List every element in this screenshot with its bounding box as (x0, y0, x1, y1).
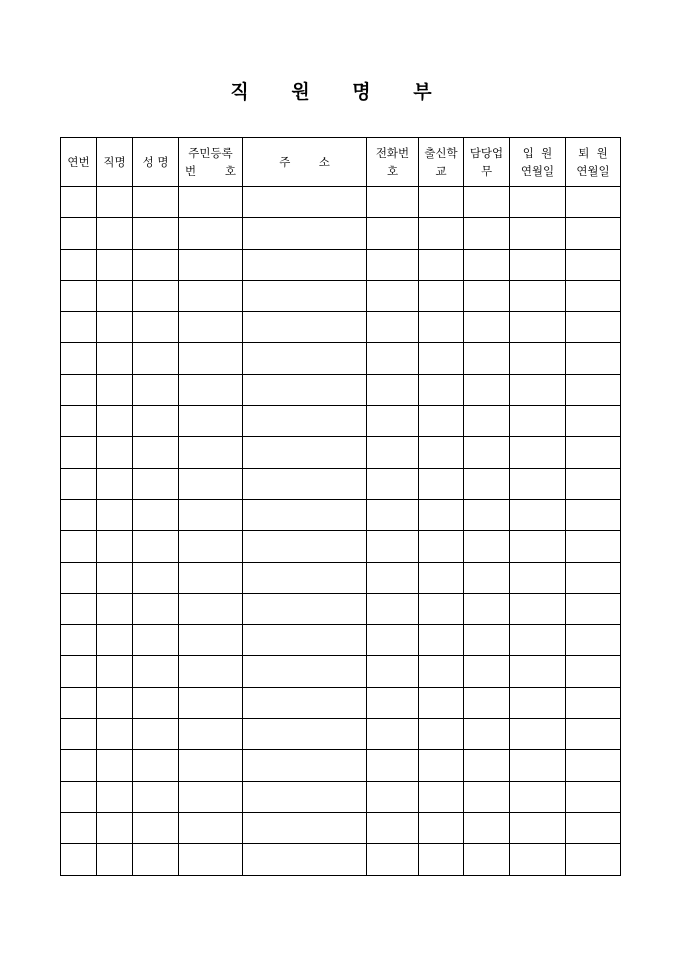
table-row (61, 312, 621, 343)
table-cell-address[interactable] (243, 531, 367, 562)
table-cell-leave-date[interactable] (566, 656, 621, 687)
table-cell-join-date[interactable] (510, 562, 566, 593)
table-cell-school[interactable] (419, 343, 464, 374)
table-row (61, 374, 621, 405)
table-cell-position[interactable] (97, 406, 133, 437)
header-duty-line1: 담당업 (469, 146, 504, 160)
table-cell-duty[interactable] (464, 593, 510, 624)
table-cell-position[interactable] (97, 343, 133, 374)
table-cell-school[interactable] (419, 406, 464, 437)
table-cell-resident-no[interactable] (179, 499, 243, 530)
header-join-date-line1: 입 원 (522, 146, 553, 160)
table-cell-school[interactable] (419, 687, 464, 718)
table-row (61, 531, 621, 562)
table-cell-join-date[interactable] (510, 249, 566, 280)
table-row (61, 406, 621, 437)
header-resident-no-line2a: 번 (185, 164, 197, 178)
table-cell-leave-date[interactable] (566, 437, 621, 468)
table-cell-leave-date[interactable] (566, 280, 621, 311)
table-cell-join-date[interactable] (510, 312, 566, 343)
header-leave-date (566, 138, 621, 187)
table-row (61, 499, 621, 530)
table-cell-duty[interactable] (464, 218, 510, 249)
table-cell-join-date[interactable] (510, 280, 566, 311)
table-cell-resident-no[interactable] (179, 187, 243, 218)
table-cell-seq[interactable] (61, 468, 97, 499)
table-row (61, 656, 621, 687)
table-cell-seq[interactable] (61, 656, 97, 687)
table-cell-resident-no[interactable] (179, 280, 243, 311)
table-row (61, 249, 621, 280)
table-cell-seq[interactable] (61, 280, 97, 311)
table-cell-phone[interactable] (367, 593, 419, 624)
table-cell-position[interactable] (97, 844, 133, 875)
table-cell-position[interactable] (97, 687, 133, 718)
table-cell-position[interactable] (97, 218, 133, 249)
table-cell-resident-no[interactable] (179, 562, 243, 593)
table-cell-address[interactable] (243, 218, 367, 249)
table-cell-phone[interactable] (367, 656, 419, 687)
table-row (61, 218, 621, 249)
table-cell-join-date[interactable] (510, 625, 566, 656)
table-cell-seq[interactable] (61, 374, 97, 405)
table-cell-name[interactable] (133, 812, 179, 843)
table-cell-address[interactable] (243, 374, 367, 405)
table-cell-join-date[interactable] (510, 656, 566, 687)
table-cell-seq[interactable] (61, 625, 97, 656)
table-cell-leave-date[interactable] (566, 812, 621, 843)
table-cell-duty[interactable] (464, 343, 510, 374)
table-cell-seq[interactable] (61, 781, 97, 812)
table-cell-position[interactable] (97, 312, 133, 343)
header-phone-line2: 호 (386, 164, 399, 178)
table-cell-name[interactable] (133, 187, 179, 218)
header-duty-line2: 무 (480, 164, 493, 178)
table-cell-school[interactable] (419, 312, 464, 343)
table-cell-address[interactable] (243, 812, 367, 843)
table-cell-name[interactable] (133, 593, 179, 624)
table-cell-leave-date[interactable] (566, 468, 621, 499)
table-cell-leave-date[interactable] (566, 531, 621, 562)
header-seq-label: 연번 (67, 155, 90, 169)
table-cell-join-date[interactable] (510, 781, 566, 812)
table-row (61, 437, 621, 468)
table-cell-school[interactable] (419, 625, 464, 656)
table-cell-join-date[interactable] (510, 812, 566, 843)
table-cell-duty[interactable] (464, 468, 510, 499)
table-cell-join-date[interactable] (510, 750, 566, 781)
table-cell-phone[interactable] (367, 468, 419, 499)
table-cell-phone[interactable] (367, 499, 419, 530)
table-cell-school[interactable] (419, 468, 464, 499)
table-cell-school[interactable] (419, 656, 464, 687)
table-cell-resident-no[interactable] (179, 750, 243, 781)
table-cell-seq[interactable] (61, 187, 97, 218)
table-cell-duty[interactable] (464, 656, 510, 687)
table-cell-duty[interactable] (464, 750, 510, 781)
table-cell-resident-no[interactable] (179, 249, 243, 280)
table-cell-address[interactable] (243, 187, 367, 218)
table-row (61, 343, 621, 374)
table-cell-school[interactable] (419, 562, 464, 593)
table-cell-position[interactable] (97, 750, 133, 781)
table-cell-position[interactable] (97, 249, 133, 280)
table-cell-seq[interactable] (61, 562, 97, 593)
page-title: 직 원 명 부 (230, 81, 450, 103)
header-school-line1: 출신학 (424, 146, 458, 160)
header-resident-no-line1: 주민등록 (188, 146, 233, 160)
table-cell-address[interactable] (243, 343, 367, 374)
table-cell-school[interactable] (419, 781, 464, 812)
table-cell-position[interactable] (97, 562, 133, 593)
table-cell-join-date[interactable] (510, 374, 566, 405)
table-cell-seq[interactable] (61, 312, 97, 343)
table-cell-seq[interactable] (61, 499, 97, 530)
table-cell-school[interactable] (419, 249, 464, 280)
table-cell-school[interactable] (419, 593, 464, 624)
header-school-line2: 교 (435, 164, 447, 178)
header-name-label: 성 명 (142, 155, 169, 169)
table-cell-phone[interactable] (367, 374, 419, 405)
table-cell-name[interactable] (133, 625, 179, 656)
table-cell-resident-no[interactable] (179, 468, 243, 499)
table-cell-address[interactable] (243, 719, 367, 750)
table-cell-school[interactable] (419, 187, 464, 218)
table-cell-name[interactable] (133, 280, 179, 311)
table-cell-name[interactable] (133, 437, 179, 468)
table-row (61, 719, 621, 750)
table-cell-name[interactable] (133, 468, 179, 499)
table-cell-address[interactable] (243, 593, 367, 624)
table-row (61, 781, 621, 812)
table-cell-seq[interactable] (61, 593, 97, 624)
table-cell-join-date[interactable] (510, 437, 566, 468)
table-cell-address[interactable] (243, 750, 367, 781)
table-cell-phone[interactable] (367, 343, 419, 374)
table-cell-resident-no[interactable] (179, 812, 243, 843)
table-cell-name[interactable] (133, 218, 179, 249)
table-cell-position[interactable] (97, 280, 133, 311)
table-row (61, 625, 621, 656)
header-seq (61, 138, 97, 187)
table-cell-resident-no[interactable] (179, 437, 243, 468)
table-cell-phone[interactable] (367, 406, 419, 437)
table-cell-leave-date[interactable] (566, 687, 621, 718)
table-cell-leave-date[interactable] (566, 781, 621, 812)
table-cell-phone[interactable] (367, 719, 419, 750)
header-address-line1a: 주 (279, 155, 291, 169)
table-cell-address[interactable] (243, 687, 367, 718)
table-cell-leave-date[interactable] (566, 562, 621, 593)
header-position (97, 138, 133, 187)
employee-roster-table (60, 137, 621, 876)
table-cell-duty[interactable] (464, 499, 510, 530)
table-cell-school[interactable] (419, 750, 464, 781)
table-cell-duty[interactable] (464, 719, 510, 750)
table-cell-join-date[interactable] (510, 687, 566, 718)
table-cell-leave-date[interactable] (566, 750, 621, 781)
table-cell-address[interactable] (243, 844, 367, 875)
table-cell-phone[interactable] (367, 249, 419, 280)
table-cell-leave-date[interactable] (566, 719, 621, 750)
table-cell-resident-no[interactable] (179, 593, 243, 624)
table-cell-leave-date[interactable] (566, 406, 621, 437)
table-cell-join-date[interactable] (510, 719, 566, 750)
table-cell-duty[interactable] (464, 312, 510, 343)
table-cell-address[interactable] (243, 562, 367, 593)
table-cell-duty[interactable] (464, 687, 510, 718)
table-cell-name[interactable] (133, 781, 179, 812)
header-phone (367, 138, 419, 187)
table-cell-phone[interactable] (367, 187, 419, 218)
table-cell-join-date[interactable] (510, 468, 566, 499)
table-cell-school[interactable] (419, 218, 464, 249)
table-row (61, 468, 621, 499)
table-row (61, 280, 621, 311)
table-cell-address[interactable] (243, 406, 367, 437)
table-cell-name[interactable] (133, 249, 179, 280)
table-cell-position[interactable] (97, 781, 133, 812)
table-cell-seq[interactable] (61, 249, 97, 280)
table-cell-resident-no[interactable] (179, 656, 243, 687)
table-cell-leave-date[interactable] (566, 844, 621, 875)
table-cell-seq[interactable] (61, 687, 97, 718)
table-cell-duty[interactable] (464, 531, 510, 562)
table-cell-phone[interactable] (367, 781, 419, 812)
table-cell-resident-no[interactable] (179, 312, 243, 343)
table-cell-position[interactable] (97, 656, 133, 687)
header-school (419, 138, 464, 187)
table-cell-seq[interactable] (61, 812, 97, 843)
table-row (61, 812, 621, 843)
table-cell-resident-no[interactable] (179, 719, 243, 750)
header-address-line1b: 소 (318, 155, 330, 169)
table-cell-name[interactable] (133, 312, 179, 343)
table-cell-position[interactable] (97, 187, 133, 218)
table-cell-position[interactable] (97, 719, 133, 750)
header-leave-date-line1: 퇴 원 (578, 146, 608, 160)
table-cell-phone[interactable] (367, 218, 419, 249)
table-cell-address[interactable] (243, 437, 367, 468)
table-cell-join-date[interactable] (510, 218, 566, 249)
table-cell-address[interactable] (243, 468, 367, 499)
header-phone-line1: 전화번 (375, 146, 410, 160)
header-position-label: 직명 (103, 155, 126, 169)
table-cell-duty[interactable] (464, 406, 510, 437)
table-cell-leave-date[interactable] (566, 249, 621, 280)
table-cell-school[interactable] (419, 812, 464, 843)
table-cell-phone[interactable] (367, 280, 419, 311)
table-cell-address[interactable] (243, 625, 367, 656)
table-cell-leave-date[interactable] (566, 187, 621, 218)
table-cell-resident-no[interactable] (179, 374, 243, 405)
table-cell-duty[interactable] (464, 249, 510, 280)
header-resident-no-line2b: 호 (224, 164, 236, 178)
table-cell-school[interactable] (419, 280, 464, 311)
table-cell-leave-date[interactable] (566, 593, 621, 624)
table-cell-resident-no[interactable] (179, 781, 243, 812)
table-row (61, 687, 621, 718)
table-cell-phone[interactable] (367, 437, 419, 468)
table-cell-seq[interactable] (61, 719, 97, 750)
table-cell-seq[interactable] (61, 531, 97, 562)
table-cell-address[interactable] (243, 656, 367, 687)
table-cell-resident-no[interactable] (179, 218, 243, 249)
table-cell-position[interactable] (97, 531, 133, 562)
table-cell-school[interactable] (419, 437, 464, 468)
table-cell-name[interactable] (133, 687, 179, 718)
table-cell-school[interactable] (419, 531, 464, 562)
table-cell-duty[interactable] (464, 625, 510, 656)
table-cell-resident-no[interactable] (179, 406, 243, 437)
table-row (61, 187, 621, 218)
table-cell-address[interactable] (243, 249, 367, 280)
table-cell-seq[interactable] (61, 750, 97, 781)
table-cell-leave-date[interactable] (566, 374, 621, 405)
table-row (61, 750, 621, 781)
table-cell-position[interactable] (97, 812, 133, 843)
table-cell-duty[interactable] (464, 437, 510, 468)
table-cell-school[interactable] (419, 719, 464, 750)
table-cell-seq[interactable] (61, 218, 97, 249)
table-cell-phone[interactable] (367, 750, 419, 781)
table-cell-name[interactable] (133, 656, 179, 687)
table-cell-phone[interactable] (367, 312, 419, 343)
table-cell-name[interactable] (133, 750, 179, 781)
table-cell-seq[interactable] (61, 343, 97, 374)
table-row (61, 593, 621, 624)
table-cell-join-date[interactable] (510, 844, 566, 875)
header-join-date-line2: 연월일 (520, 164, 555, 178)
table-cell-join-date[interactable] (510, 406, 566, 437)
table-row (61, 562, 621, 593)
header-duty (464, 138, 510, 187)
table-cell-duty[interactable] (464, 374, 510, 405)
table-cell-seq[interactable] (61, 844, 97, 875)
table-cell-name[interactable] (133, 374, 179, 405)
table-cell-phone[interactable] (367, 625, 419, 656)
table-header-row (61, 138, 621, 187)
table-cell-seq[interactable] (61, 437, 97, 468)
table-cell-join-date[interactable] (510, 187, 566, 218)
table-cell-resident-no[interactable] (179, 343, 243, 374)
header-join-date (510, 138, 566, 187)
table-cell-leave-date[interactable] (566, 218, 621, 249)
table-cell-duty[interactable] (464, 812, 510, 843)
table-cell-duty[interactable] (464, 562, 510, 593)
table-cell-name[interactable] (133, 406, 179, 437)
table-body (61, 187, 621, 876)
table-cell-leave-date[interactable] (566, 625, 621, 656)
table-cell-duty[interactable] (464, 781, 510, 812)
table-cell-join-date[interactable] (510, 499, 566, 530)
table-cell-join-date[interactable] (510, 593, 566, 624)
table-cell-resident-no[interactable] (179, 531, 243, 562)
header-resident-no (179, 138, 243, 187)
table-cell-seq[interactable] (61, 406, 97, 437)
table-cell-duty[interactable] (464, 844, 510, 875)
table-cell-position[interactable] (97, 468, 133, 499)
table-cell-resident-no[interactable] (179, 844, 243, 875)
table-cell-duty[interactable] (464, 187, 510, 218)
header-name (133, 138, 179, 187)
table-cell-leave-date[interactable] (566, 499, 621, 530)
table-cell-school[interactable] (419, 499, 464, 530)
table-cell-leave-date[interactable] (566, 343, 621, 374)
table-cell-phone[interactable] (367, 812, 419, 843)
table-cell-position[interactable] (97, 625, 133, 656)
table-cell-position[interactable] (97, 374, 133, 405)
table-cell-duty[interactable] (464, 280, 510, 311)
table-row (61, 844, 621, 875)
table-cell-address[interactable] (243, 781, 367, 812)
table-cell-address[interactable] (243, 312, 367, 343)
table-cell-position[interactable] (97, 437, 133, 468)
table-cell-phone[interactable] (367, 562, 419, 593)
table-cell-name[interactable] (133, 719, 179, 750)
table-cell-leave-date[interactable] (566, 312, 621, 343)
table-cell-name[interactable] (133, 562, 179, 593)
table-cell-resident-no[interactable] (179, 625, 243, 656)
table-cell-name[interactable] (133, 531, 179, 562)
table-cell-school[interactable] (419, 844, 464, 875)
table-cell-phone[interactable] (367, 844, 419, 875)
table-cell-resident-no[interactable] (179, 687, 243, 718)
table-cell-position[interactable] (97, 499, 133, 530)
header-leave-date-line2: 연월일 (576, 164, 610, 178)
header-address (243, 138, 367, 187)
table-cell-join-date[interactable] (510, 343, 566, 374)
table-cell-name[interactable] (133, 343, 179, 374)
table-cell-address[interactable] (243, 280, 367, 311)
table-cell-school[interactable] (419, 374, 464, 405)
table-cell-join-date[interactable] (510, 531, 566, 562)
table-cell-phone[interactable] (367, 531, 419, 562)
table-cell-name[interactable] (133, 499, 179, 530)
table-cell-name[interactable] (133, 844, 179, 875)
table-cell-address[interactable] (243, 499, 367, 530)
table-cell-position[interactable] (97, 593, 133, 624)
table-cell-phone[interactable] (367, 687, 419, 718)
